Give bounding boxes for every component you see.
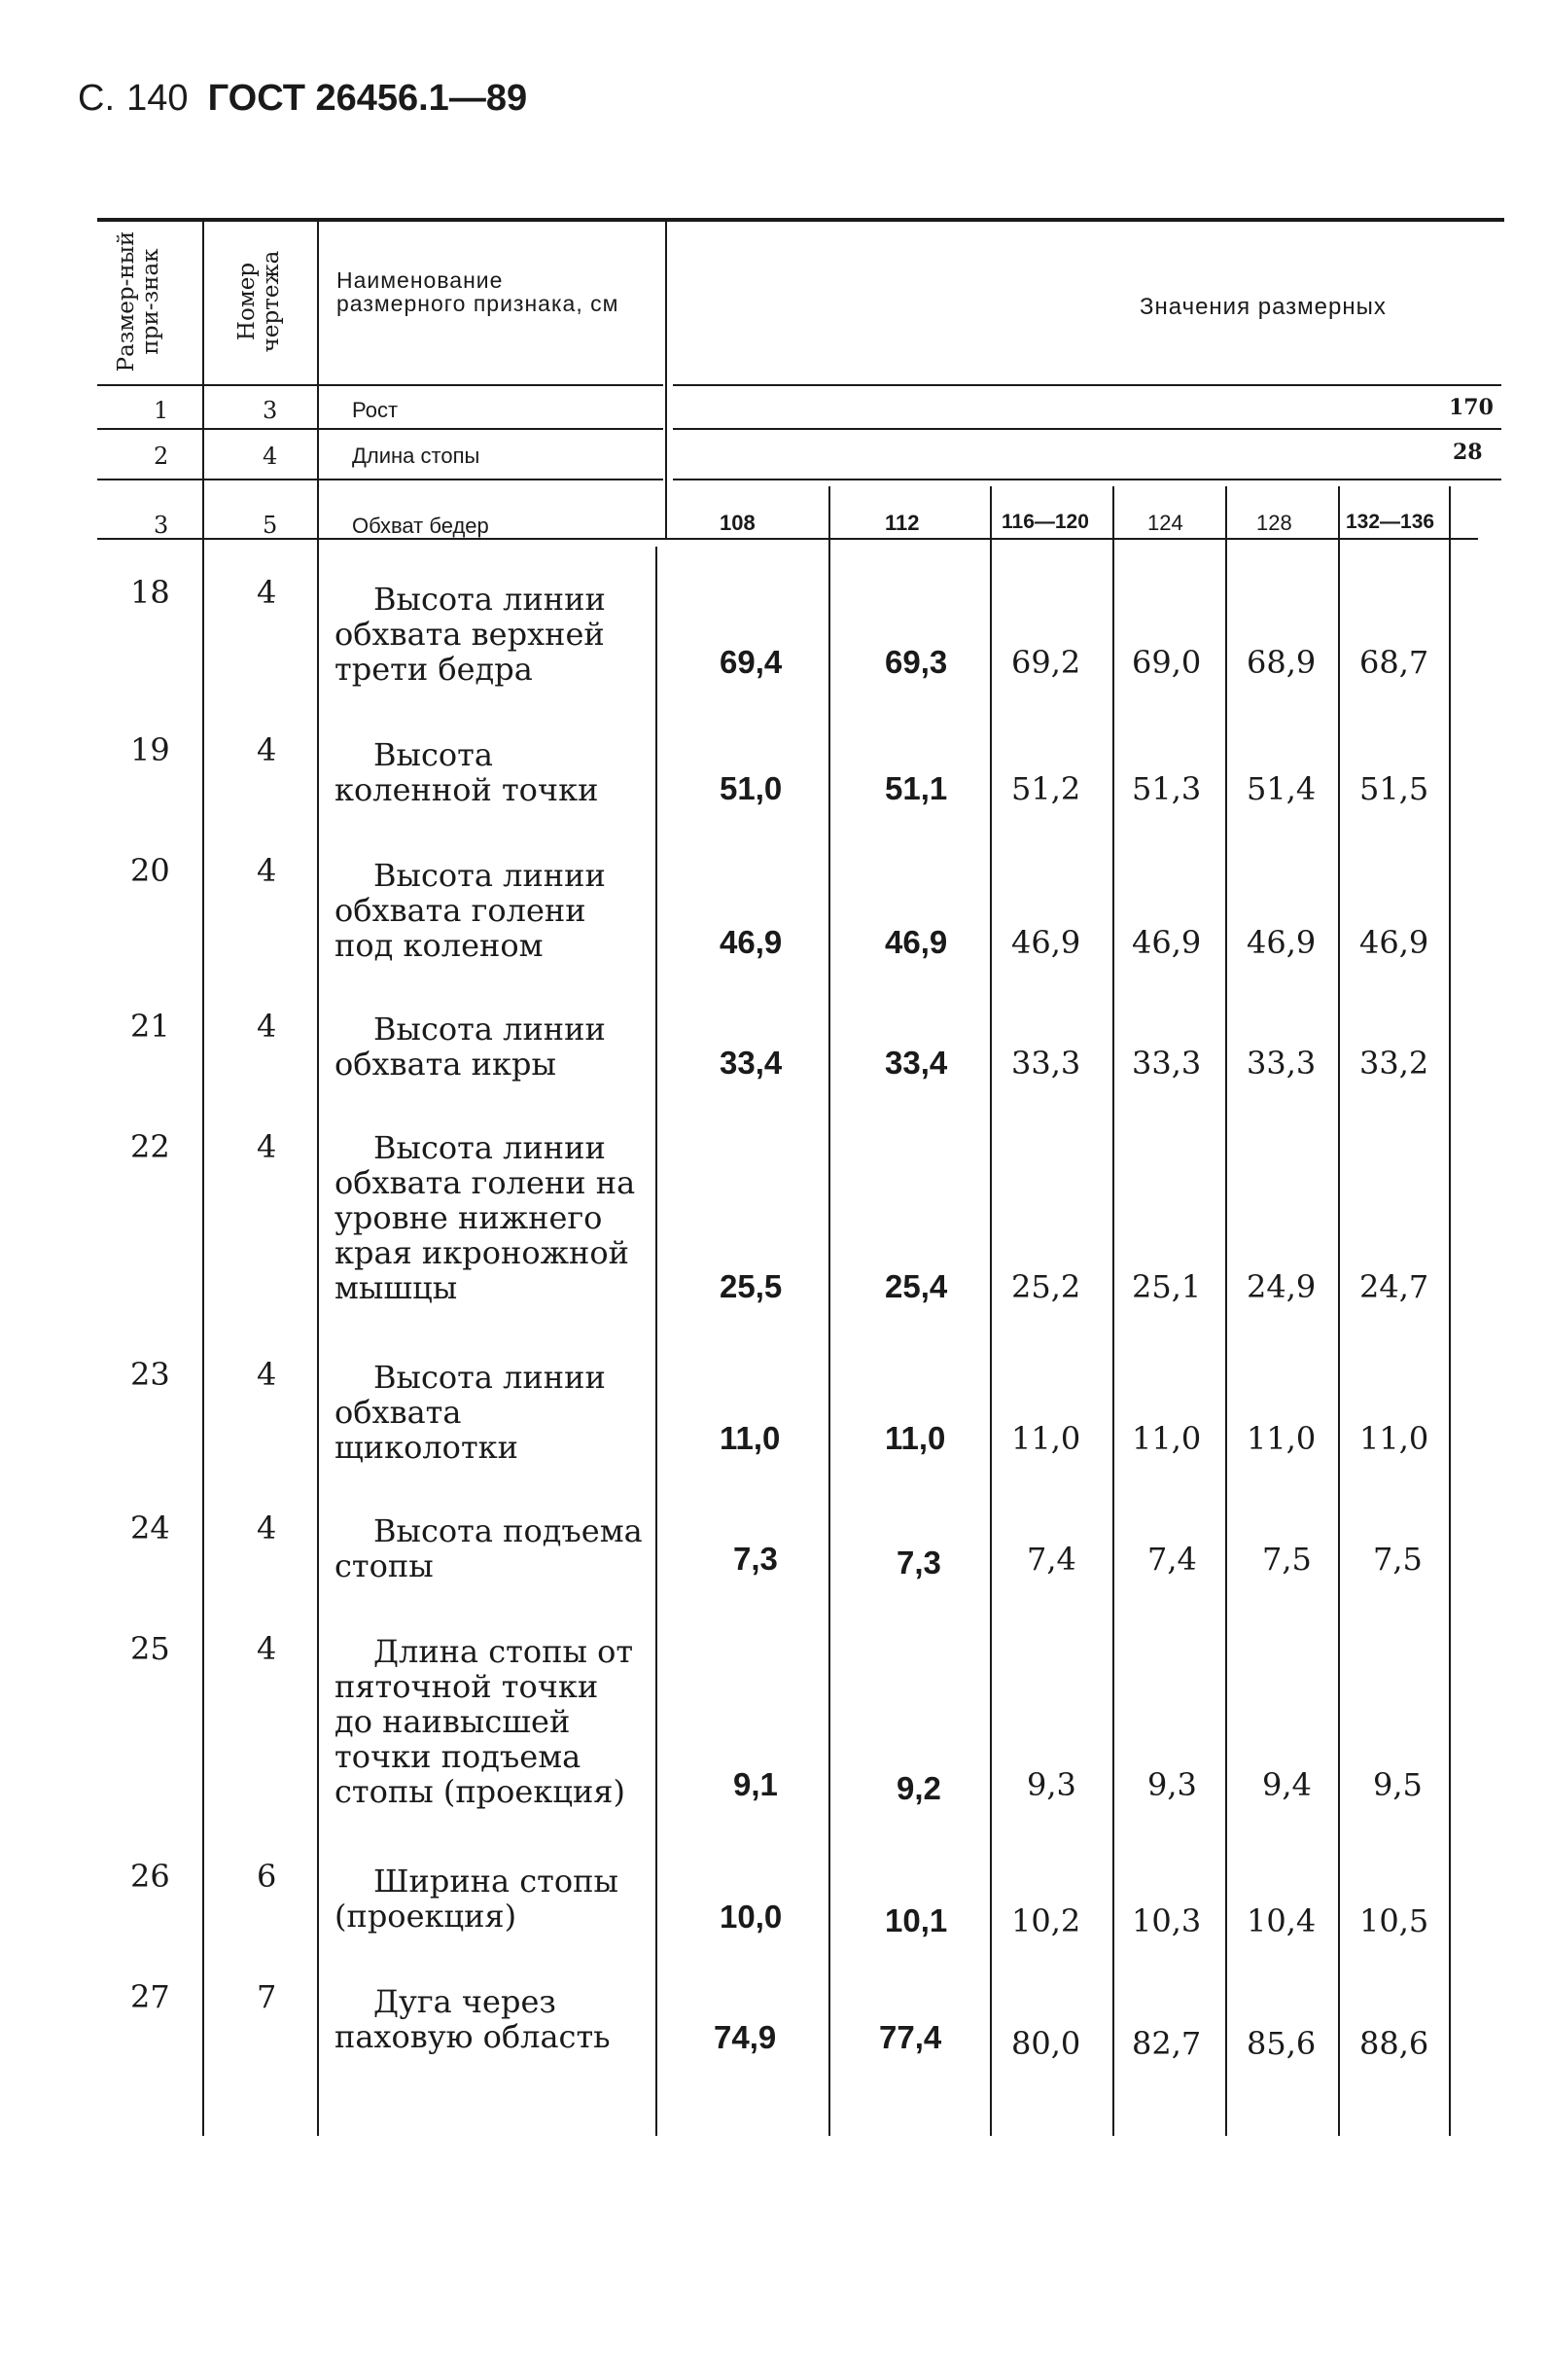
row-value: 69,2 [1011,644,1081,681]
row-value: 11,0 [1132,1420,1202,1457]
row-value: 25,4 [885,1268,948,1304]
vline-2 [317,222,319,2136]
row-value: 46,9 [885,924,948,960]
row-name: Высота линии обхвата голени на уровне нижнего края икроножной мышцы [334,1129,636,1306]
girth-header: 132—136 [1346,511,1435,533]
row-value: 51,0 [720,770,783,806]
girth-header: 128 [1256,511,1292,535]
row-value: 9,3 [1027,1766,1076,1803]
row-value: 82,7 [1132,2025,1202,2062]
rule-p1-left [97,428,663,430]
row-value: 33,3 [1132,1045,1202,1082]
vline-4 [828,486,830,2136]
row-value: 9,4 [1262,1766,1312,1803]
row-no: 19 [130,731,170,768]
param-name: Рост [352,398,399,422]
row-value: 46,9 [1132,924,1202,961]
row-value: 51,5 [1359,770,1429,807]
row-value: 9,2 [897,1770,941,1806]
row-value: 51,3 [1132,770,1202,807]
girth-header: 112 [885,511,920,535]
page-number: 140 [126,78,189,119]
girth-header: 116—120 [1002,511,1089,533]
page-header [78,76,527,120]
row-name: Высота линии обхвата верхней трети бедра [334,581,606,688]
rule-p2-right [673,479,1501,480]
row-name: Дуга через паховую область [334,1983,611,2055]
row-drawing: 4 [257,731,277,768]
row-value: 68,9 [1247,644,1317,681]
row-value: 88,6 [1359,2025,1429,2062]
row-name: Высота подъема стопы [334,1512,643,1584]
row-value: 77,4 [879,2019,942,2055]
row-value: 46,9 [1011,924,1081,961]
page-prefix: С. [78,78,115,119]
row-name: Высота линии обхвата голени под коленом [334,857,606,964]
row-value: 10,5 [1359,1902,1429,1939]
row-value: 46,9 [1359,924,1429,961]
row-value: 33,2 [1359,1045,1429,1082]
row-value: 33,3 [1011,1045,1081,1082]
vline-3b [655,547,657,2136]
row-no: 18 [130,574,170,611]
row-value: 33,4 [720,1045,783,1081]
row-no: 23 [130,1356,170,1393]
row-drawing: 7 [257,1978,277,2015]
row-value: 51,2 [1011,770,1081,807]
vline-7 [1225,486,1227,2136]
row-value: 85,6 [1247,2025,1317,2062]
row-value: 74,9 [714,2019,777,2055]
row-value: 7,4 [1027,1541,1076,1578]
row-name: Высота коленной точки [334,736,599,808]
row-value: 11,0 [720,1420,781,1456]
row-value: 46,9 [720,924,783,960]
row-drawing: 4 [257,1008,277,1045]
row-value: 10,4 [1247,1902,1317,1939]
vline-3 [665,222,667,540]
row-value: 80,0 [1011,2025,1081,2062]
row-drawing: 4 [257,1128,277,1165]
row-value: 7,3 [897,1545,941,1581]
rule-p1-right [673,428,1501,430]
row-value: 46,9 [1247,924,1317,961]
col-header-drawing-no: Номер чертежа [234,250,284,353]
row-value: 68,7 [1359,644,1429,681]
row-value: 9,5 [1373,1766,1423,1803]
row-value: 69,3 [885,644,948,680]
row-value: 69,0 [1132,644,1202,681]
row-value: 33,4 [885,1045,948,1081]
row-value: 69,4 [720,644,783,680]
row-name: Высота линии обхвата икры [334,1011,606,1083]
vline-9 [1449,486,1451,2136]
row-value: 25,2 [1011,1268,1081,1305]
rule-header-bottom-left [97,384,663,386]
param-drawing: 3 [263,397,278,424]
row-value: 51,4 [1247,770,1317,807]
row-value: 25,5 [720,1268,783,1304]
row-drawing: 6 [257,1858,277,1895]
row-no: 25 [130,1630,170,1667]
row-value: 7,5 [1262,1541,1312,1578]
row-drawing: 4 [257,852,277,889]
row-no: 22 [130,1128,170,1165]
rule-p2-left [97,479,663,480]
row-value: 9,1 [733,1766,778,1802]
row-value: 24,9 [1247,1268,1317,1305]
param-drawing: 4 [263,443,278,470]
row-name: Высота линии обхвата щиколотки [334,1359,606,1466]
param-name: Длина стопы [352,444,480,468]
vline-6 [1112,486,1114,2136]
row-value: 9,3 [1147,1766,1197,1803]
param-value: 170 [1449,395,1494,420]
row-value: 51,1 [885,770,948,806]
row-value: 7,4 [1147,1541,1197,1578]
row-value: 33,3 [1247,1045,1317,1082]
rule-header-bottom-right [673,384,1501,386]
row-value: 11,0 [1359,1420,1429,1457]
row-no: 24 [130,1510,170,1546]
row-no: 27 [130,1978,170,2015]
row-value: 10,3 [1132,1902,1202,1939]
param-value: 28 [1453,440,1483,465]
row-no: 20 [130,852,170,889]
col-header-name: Наименование размерного признака, см [336,267,619,316]
row-no: 21 [130,1008,170,1045]
vline-1 [202,222,204,2136]
row-name: Ширина стопы (проекция) [334,1863,618,1935]
standard-code: ГОСТ 26456.1—89 [207,78,528,119]
row-drawing: 4 [257,574,277,611]
row-value: 10,1 [885,1902,948,1938]
vline-8 [1338,486,1340,2136]
row-value: 11,0 [1247,1420,1317,1457]
vline-5 [990,486,992,2136]
param-no: 1 [154,397,169,424]
param-no: 2 [154,443,169,470]
row-drawing: 4 [257,1356,277,1393]
row-drawing: 4 [257,1630,277,1667]
row-value: 11,0 [1011,1420,1081,1457]
girth-header: 108 [720,511,756,535]
rule-p3 [97,538,1478,540]
rule-top [97,218,1504,222]
row-value: 10,2 [1011,1902,1081,1939]
row-value: 11,0 [885,1420,946,1456]
param-no: 3 [154,512,169,539]
row-drawing: 4 [257,1510,277,1546]
row-no: 26 [130,1858,170,1895]
row-value: 7,5 [1373,1541,1423,1578]
row-value: 25,1 [1132,1268,1202,1305]
col-header-values: Значения размерных [1140,294,1387,320]
param-name: Обхват бедер [352,514,489,538]
param-drawing: 5 [263,512,278,539]
row-value: 10,0 [720,1899,783,1935]
col-header-feature-no: Размер-ный при-знак [114,231,163,373]
girth-header: 124 [1147,511,1183,535]
row-value: 7,3 [733,1541,778,1577]
row-name: Длина стопы от пяточной точки до наивысшей точки подъема стопы (проекция) [334,1633,634,1810]
row-value: 24,7 [1359,1268,1429,1305]
